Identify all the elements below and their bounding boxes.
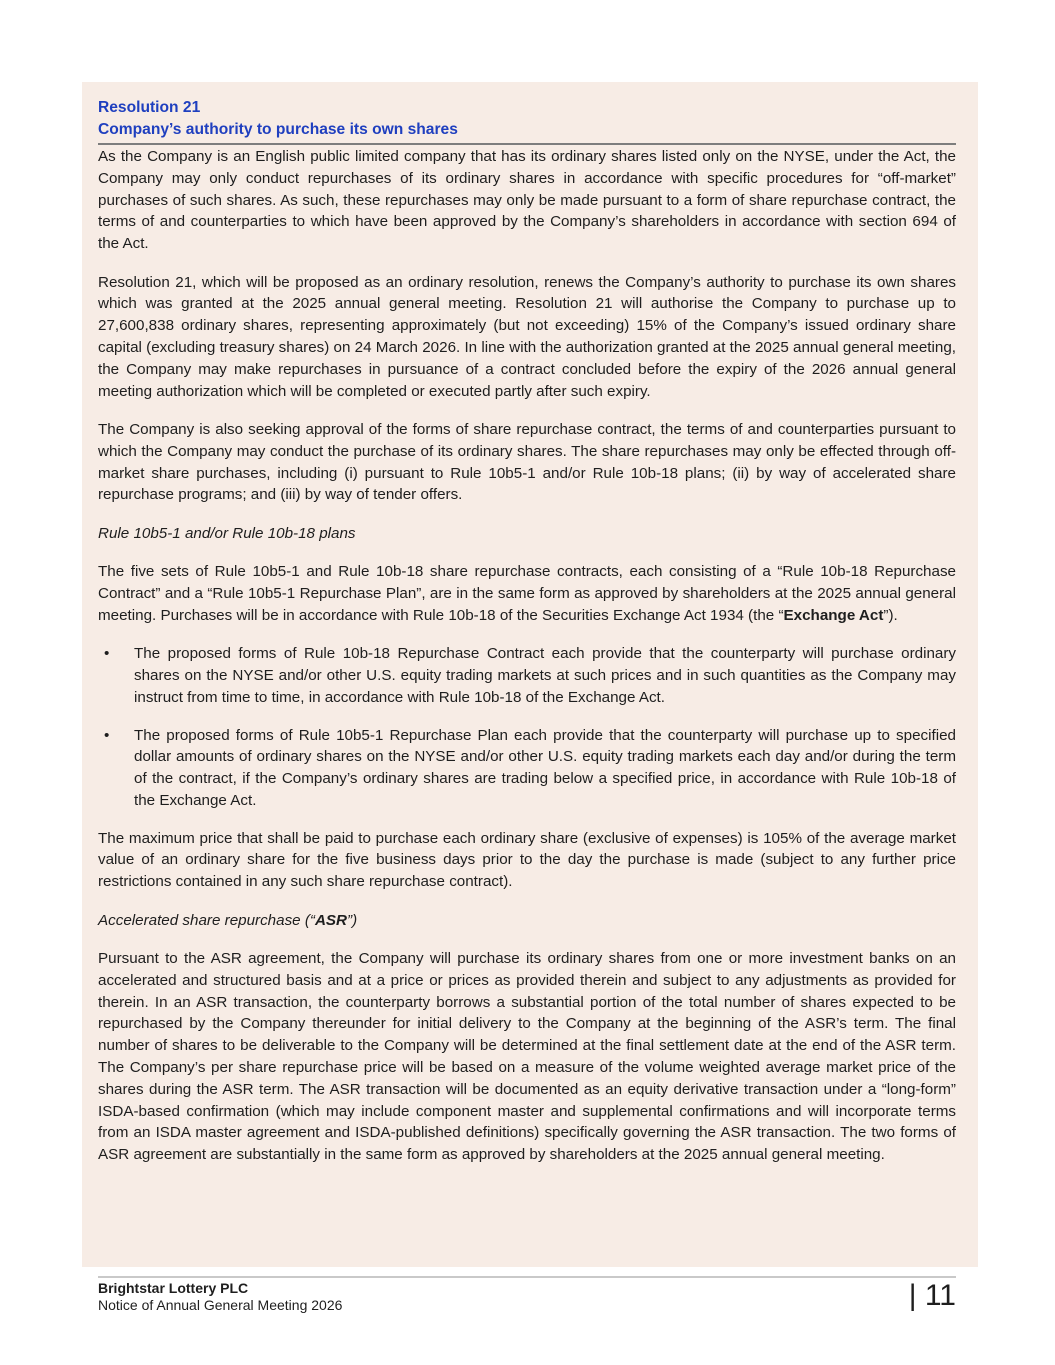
list-item-text: The proposed forms of Rule 10b5-1 Repurchase Plan each provide that the counterparty will purchase up to specified dollar amounts of ordinary shares on the NYSE and/or other U.S. equity trading markets each day and/or during the term of the contract, if the Company’s ordinary shares are trading below a specified price, in accordance with Rule 10b-18 of the Exchange Act. [134, 726, 956, 809]
paragraph-approval: The Company is also seeking approval of the forms of share repurchase contract, the terms of and counterparties pursuant to which the Company may conduct the purchase of its ordinary shares. The share repurchases may only be effected through off-market share purchases, including (i) pursuant to Rule 10b5-1 and/or Rule 10b-18 plans; (ii) by way of accelerated share repurchase programs; and (iii) by way of tender offers. [98, 420, 956, 504]
paragraph-asr-agreement: Pursuant to the ASR agreement, the Company will purchase its ordinary shares from one or more investment banks on an accelerated and structured basis and at a price or prices as provided therein and subject to any adjustments as provided for therein. In an ASR transaction, the counterparty borrows a substantial portion of the total number of shares expected to be repurchased by the Company thereunder for initial delivery to the Company at the beginning of the ASR’s term. The final number of shares to be deliverable to the Company will be determined at the final settlement date at the end of the ASR term. The Company’s per share repurchase price will be based on a measure of the volume weighted average market price of the shares during the ASR term. The ASR transaction will be documented as an equity derivative transaction under a “long-form” ISDA-based confirmation (which may include component master and supplemental confirmations and will incorporate terms from an ISDA master agreement and ISDA-published definitions) specifically governing the ASR transaction. The two forms of ASR agreement are substantially in the same form as approved by shareholders at the 2025 annual general meeting. [98, 950, 956, 1164]
list-item-text: The proposed forms of Rule 10b-18 Repurchase Contract each provide that the counterparty will purchase ordinary shares on the NYSE and/or other U.S. equity trading markets at such prices and in such quantities as the Company may instruct from time to time, in accordance with Rule 10b-18 of the Exchange Act. [134, 645, 956, 706]
bullet-list [98, 643, 956, 812]
footer-document-title: Notice of Annual General Meeting 2026 [98, 1297, 343, 1313]
paragraph-intro: As the Company is an English public limited company that has its ordinary shares listed only on the NYSE, under the Act, the Company may only conduct repurchases of its ordinary shares in accordance with specific procedures for “off-market” purchases of such shares. As such, these repurchases may only be made pursuant to a form of share repurchase contract, the terms of and counterparties to which have been approved by the Company’s shareholders in accordance with section 694 of the Act. [98, 148, 956, 253]
list-item [98, 725, 956, 812]
subheading-asr-end: ”) [347, 911, 358, 929]
bullet-icon: • [104, 645, 110, 663]
resolution-title: Company’s authority to purchase its own shares [98, 121, 458, 138]
subheading-asr-text: Accelerated share repurchase (“ [98, 911, 315, 929]
section-heading [98, 97, 956, 141]
list-item [98, 643, 956, 708]
subheading-rule-plans: Rule 10b5-1 and/or Rule 10b-18 plans [98, 524, 356, 542]
footer-company-name: Brightstar Lottery PLC [98, 1280, 249, 1296]
paragraph-repurchase-contracts-text: The five sets of Rule 10b5-1 and Rule 10b-18 share repurchase contracts, each consisting of a “Rule 10b-18 Repurchase Contract” and a “Rule 10b5-1 Repurchase Plan”, are in the same form as approved by shareholders at the 2025 annual general meeting. Purchases will be in accordance with Rule 10b-18 of the Securities Exchange Act 1934 (the “ [98, 563, 956, 624]
paragraph-repurchase-contracts-end: ”). [883, 606, 898, 624]
bullet-icon: • [104, 726, 110, 744]
resolution-number: Resolution 21 [98, 99, 201, 116]
body-text [98, 145, 956, 1183]
paragraph-resolution-21: Resolution 21, which will be proposed as an ordinary resolution, renews the Company’s authority to purchase its own shares which was granted at the 2025 annual general meeting. Resolution 21 will authorise the Company to purchase up to 27,600,838 ordinary shares, representing approximately (but not exceeding) 15% of the Company’s issued ordinary share capital (excluding treasury shares) on 24 March 2026. In line with the authorization granted at the 2025 annual general meeting, the Company may make repurchases in pursuance of a contract concluded before the expiry of the 2026 annual general meeting authorization which will be completed or executed partly after such expiry. [98, 273, 956, 400]
defined-term-exchange-act: Exchange Act [783, 606, 884, 624]
paragraph-maximum-price: The maximum price that shall be paid to purchase each ordinary share (exclusive of expenses) is 105% of the average market value of an ordinary share for the five business days prior to the day the purchase is made (subject to any further price restrictions contained in any such share repurchase contract). [98, 829, 956, 891]
subheading-asr [98, 910, 956, 932]
page-number: | 11 [908, 1279, 956, 1312]
defined-term-asr: ASR [314, 911, 348, 929]
paragraph-repurchase-contracts [98, 561, 956, 626]
footer-divider [98, 1276, 956, 1278]
